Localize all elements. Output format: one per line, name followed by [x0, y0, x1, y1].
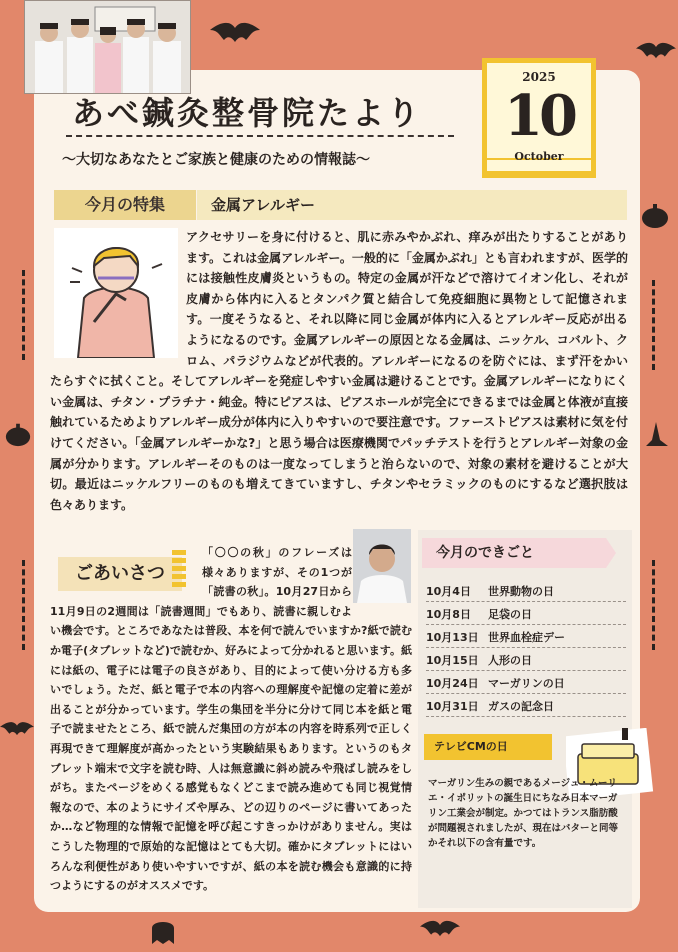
dashed-border-left — [22, 270, 27, 360]
event-item: 10月4日 世界動物の日 — [426, 583, 626, 602]
event-item: 10月24日 マーガリンの日 — [426, 675, 626, 694]
dashed-border-right — [652, 280, 657, 370]
greeting-body-text: 「〇〇の秋」のフレーズは様々ありますが、その1つが「読書の秋」。10月27日から11月9日の2週間は「読書週間」でもあり、読書に親しむよい機会です。ところであなたは普段、本を何で読んでいますか?紙で読むか電子(タブレットなど)で読むか、好みによって分かれると思います。紙には紙の、電子には電子の良さがあり、目的によって使い分ける方も多いでしょう。ただ、紙と電子で本の内容への理解度や記憶の定着に差が出ることが分かっています。学生の集団を半分に分けて同じ本を紙と電子で読ませたところ、紙で読んだ集団の方が本の内容を時系列で正しく再現できて理解度が高かったという実験結果もあります。というのもタブレット端末で文字を読む時、人は無意識に斜め読みや飛ばし読みをしがち。またページをめくる感覚もなくどこまで読み進めても同じ視覚情報なので、本のようにサイズや厚み、どの辺りのページに書いてあったか…など物理的な情報で記憶を呼び起こすきっかけがありません。実はこうした物理的で原始的な記憶はとても大切。確かにタブレットにはいろんな利便性があり使いやすいですが、紙の本を読む機会も意識的に持つようにするのがオススメです。 — [50, 546, 412, 893]
calendar-badge — [482, 58, 596, 178]
feature-title: 金属アレルギー — [197, 190, 627, 220]
feature-tag: 今月の特集 — [54, 190, 196, 220]
ghost-icon — [150, 916, 176, 950]
calendar-year: 2025 — [522, 70, 556, 84]
title-underline — [66, 135, 454, 137]
events-title: 今月のできごと — [422, 538, 606, 568]
calendar-month-name: October — [514, 150, 564, 163]
itchy-person-illustration — [54, 228, 178, 358]
director-photo — [353, 529, 411, 603]
dashed-border-right — [652, 560, 657, 650]
calendar-month-number: 10 — [504, 83, 574, 149]
newsletter-subtitle: 〜大切なあなたとご家族と健康のための情報誌〜 — [62, 152, 370, 168]
bat-icon — [210, 20, 260, 50]
bat-icon — [420, 918, 460, 944]
staff-photo — [24, 0, 191, 94]
event-item: 10月15日 人形の日 — [426, 652, 626, 671]
tv-day-text: マーガリン生みの親であるメージュ・ムーリエ・イポリットの誕生日にちなみ日本マーガリン工業会が制定。かつてはトランス脂肪酸が問題視されましたが、現在はバターと同等かそれ以下の含有量です。 — [428, 778, 619, 849]
greeting-decoration — [172, 550, 186, 598]
feature-body-text: アクセサリーを身に付けると、肌に赤みやかぶれ、痒みが出たりすることがあります。これは金属アレルギー。一般的に「金属かぶれ」とも言われますが、医学的には接触性皮膚炎というもの。特定の金属が汗などで溶けてイオン化し、それが皮膚から体内に入るとタンパク質と結合して免疫細胞に異物として記憶されます。一度そうなると、それ以降に同じ金属が体内に入るとアレルギー反応が出るようになるのです。金属アレルギーの原因となる金属は、ニッケル、コバルト、クロム、パラジウムなどが代表的。アレルギーになるのを防ぐには、まず汗をかいたらすぐに拭くこと。そしてアレルギーを発症しやすい金属は避けることです。金属アレルギーになりにくい金属は、チタン・プラチナ・純金。特にピアスは、ピアスホールが完全にできるまでは金属と体液が直接触れているためよりアレルギー成分が体内に入りやすいので要注意です。ファーストピアスは素材に気を付けてください。「金属アレルギーかな?」と思う場合は医療機関でパッチテストを行うとアレルギー対象の金属が分かります。アレルギーそのものは一度なってしまうと治らないので、対象の素材を避けることが大切。最近はニッケルフリーのものも増えてきていますし、チタンやセラミックのものにするなど選択肢は色々あります。 — [50, 230, 628, 512]
witch-hat-icon — [642, 420, 672, 454]
pumpkin-icon — [4, 420, 32, 452]
bat-icon — [636, 40, 676, 66]
tv-day-title: テレビCMの日 — [424, 734, 552, 760]
event-item: 10月31日 ガスの記念日 — [426, 698, 626, 717]
events-title-arrow — [606, 538, 616, 572]
event-item: 10月13日 世界血栓症デー — [426, 629, 626, 648]
newsletter-title: あべ鍼灸整骨院たより — [72, 94, 423, 132]
dashed-border-left — [22, 560, 27, 650]
greeting-tag: ごあいさつ — [58, 557, 182, 591]
bat-icon — [0, 720, 34, 742]
event-item: 10月8日 足袋の日 — [426, 606, 626, 625]
pumpkin-icon — [640, 200, 670, 234]
